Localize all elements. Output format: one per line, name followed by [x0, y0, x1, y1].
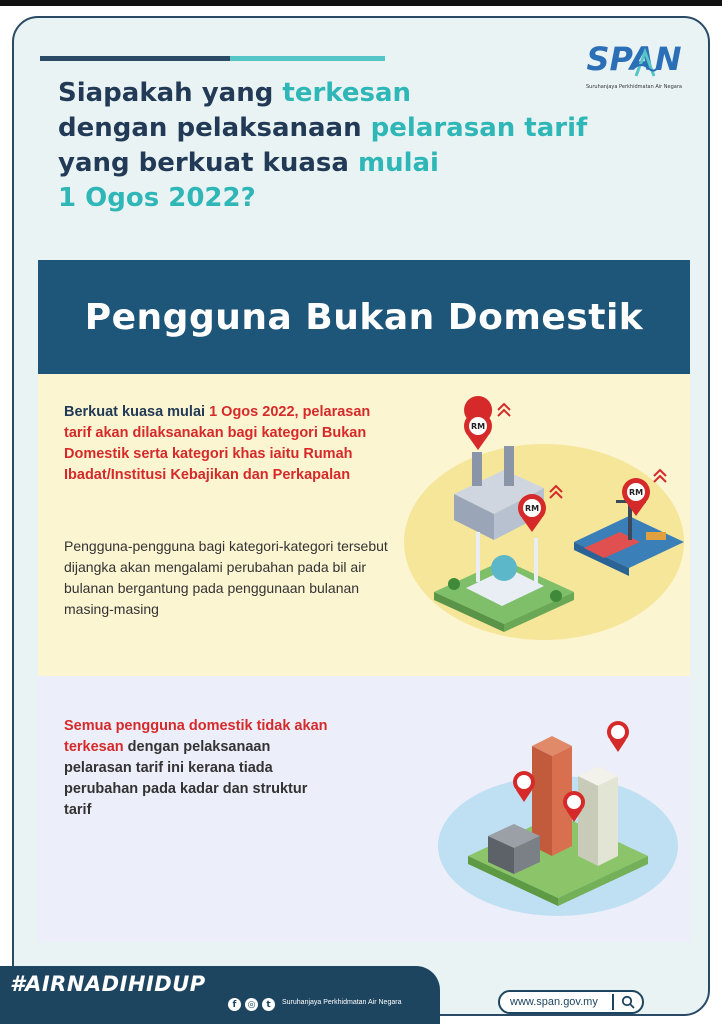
non-domestic-body: Pengguna-pengguna bagi kategori-kategori tersebut dijangka akan mengalami perubahan pada bil air bulanan bergantung pada penggunaan bulanan masing-masing: [64, 538, 388, 617]
hashtag: #AIRNADIHIDUP: [10, 972, 206, 996]
logo-wave-icon: [632, 48, 658, 78]
accent-line: [40, 56, 385, 61]
apartment-tower-icon: [578, 766, 618, 866]
infographic-card: [12, 16, 710, 1016]
logo-subtitle: Suruhanjaya Perkhidmatan Air Negara: [586, 84, 682, 90]
twitter-icon[interactable]: t: [262, 998, 275, 1011]
search-icon[interactable]: [614, 995, 642, 1009]
svg-text:RM: RM: [628, 488, 644, 497]
non-domestic-illustration: [384, 392, 684, 654]
domestic-text: Semua pengguna domestik tidak akan terkesan dengan pelaksanaan pelarasan tarif ini kerana tiada perubahan pada kadar dan struktur tarif: [64, 718, 328, 818]
banner-title: Pengguna Bukan Domestik: [84, 296, 644, 338]
instagram-icon[interactable]: ◎: [245, 998, 258, 1011]
non-domestic-panel: [38, 374, 690, 676]
section-banner: [38, 260, 690, 374]
website-url: www.span.gov.my: [510, 996, 598, 1008]
website-link[interactable]: [498, 990, 644, 1014]
non-domestic-lead: Berkuat kuasa mulai 1 Ogos 2022, pelarasan tarif akan dilaksanakan bagi kategori Bukan Domestik serta kategori khas iaitu Rumah Ibadat/Institusi Kebajikan dan Perkapalan: [64, 404, 371, 483]
svg-text:RM: RM: [470, 422, 486, 431]
domestic-illustration: [428, 706, 678, 926]
svg-text:RM: RM: [524, 504, 540, 513]
facebook-icon[interactable]: f: [228, 998, 241, 1011]
social-links: [228, 998, 275, 1011]
logo-text: SPAN: [586, 40, 682, 78]
domestic-panel: [38, 676, 690, 942]
page-title: Siapakah yang terkesan dengan pelaksanaan pelarasan tarif yang berkuat kuasa mulai 1 Ogos 2022?: [58, 78, 588, 213]
footer-organization: Suruhanjaya Perkhidmatan Air Negara: [282, 999, 402, 1006]
top-bar: [0, 0, 722, 6]
home-pin-icon: [607, 721, 629, 752]
